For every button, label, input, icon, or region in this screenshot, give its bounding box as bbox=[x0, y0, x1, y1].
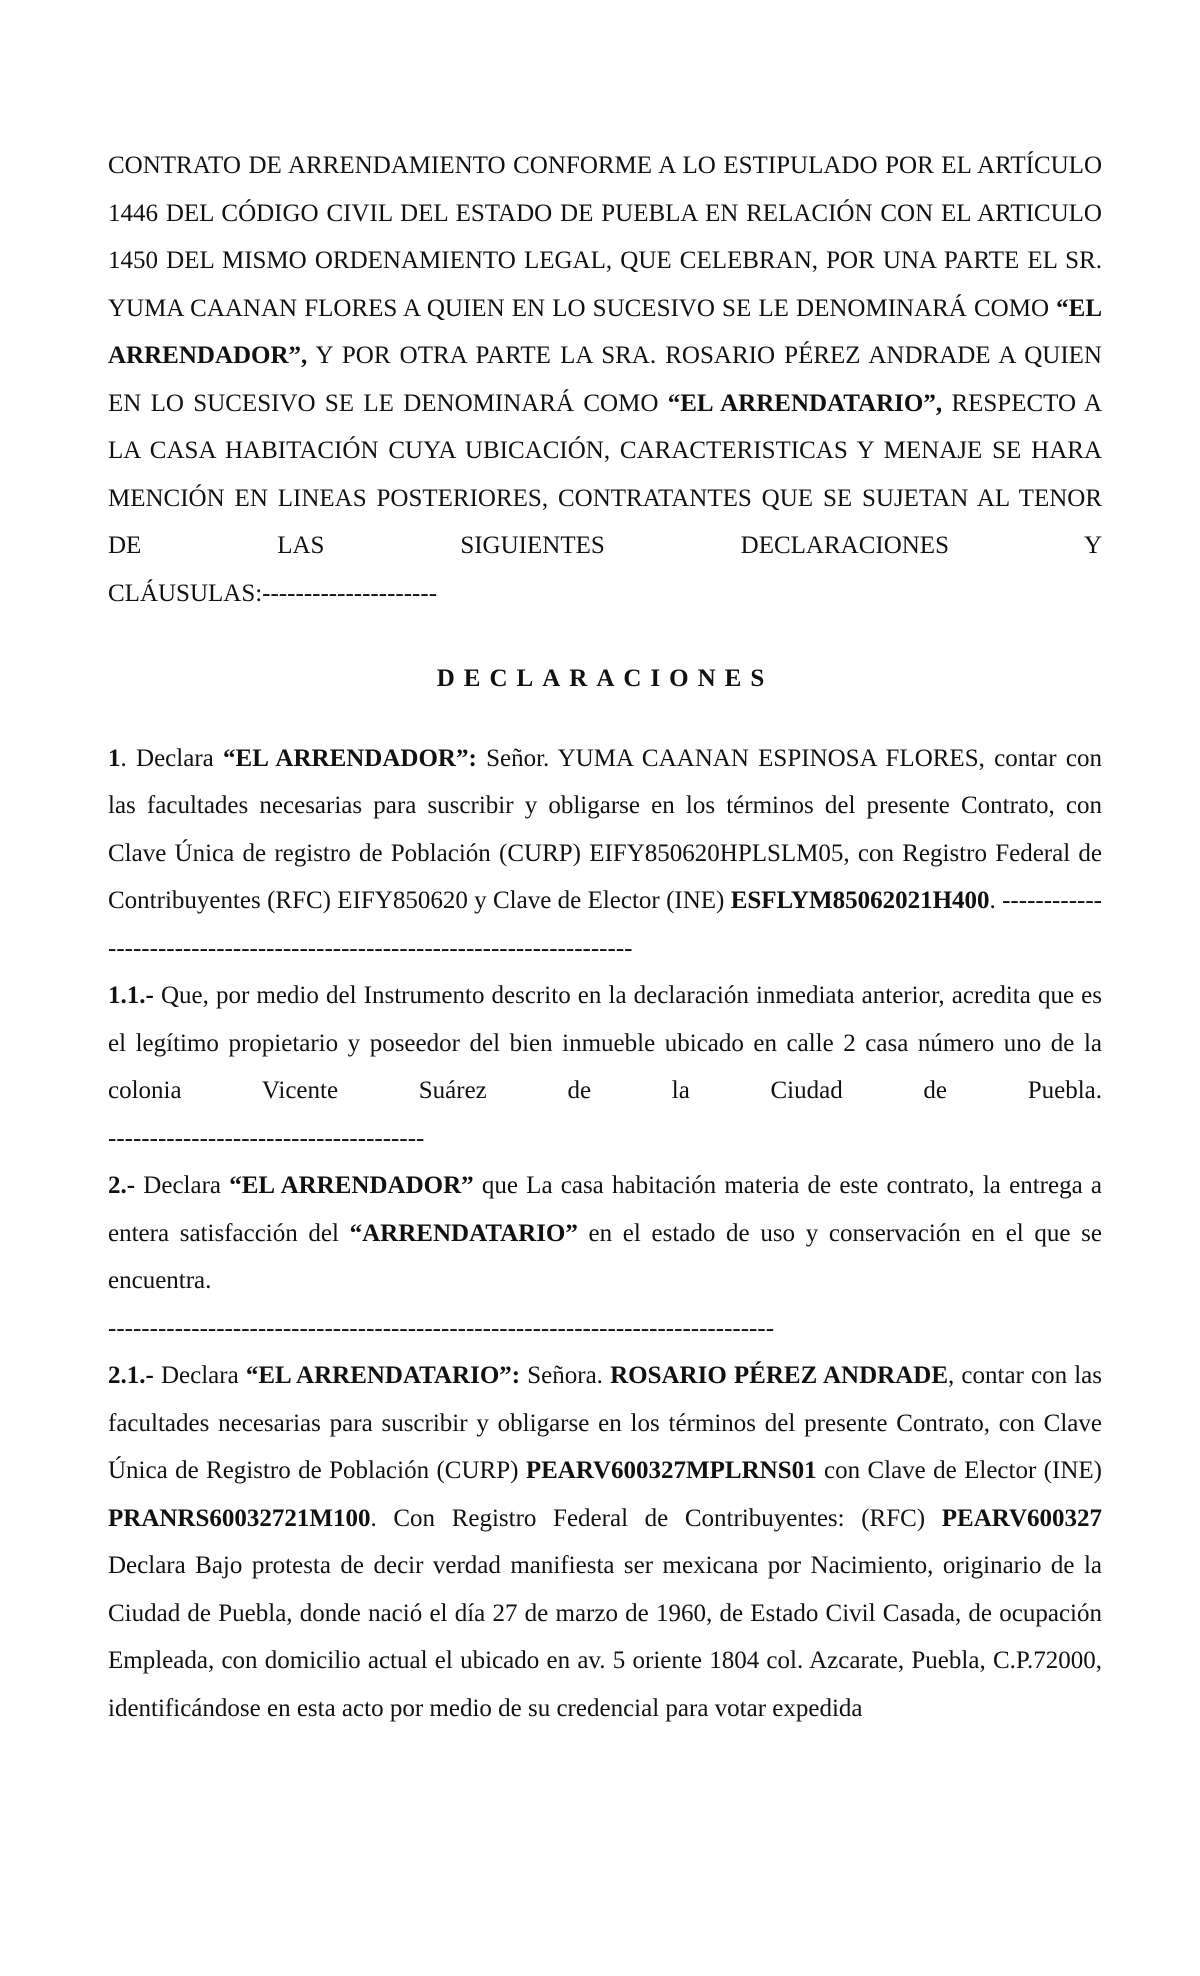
document-body bbox=[108, 142, 1102, 1732]
section-heading: DECLARACIONES bbox=[436, 665, 774, 692]
separator-line: -------------------------------------------------------------------------------- bbox=[108, 1314, 775, 1342]
arrendatario-label: “EL ARRENDATARIO”, bbox=[667, 389, 943, 417]
declaration-1-1: 1.1.- Que, por medio del Instrumento descrito en la declaración inmediata anterior, acredita que es el legítimo propietario y poseedor del bien inmueble ubicado en calle 2 casa número uno de la colonia Vicente Suárez de la Ciudad de Puebla. bbox=[108, 982, 1102, 1104]
ine-key-arrendador: ESFLYM85062021H400 bbox=[730, 887, 990, 914]
ine-key-arrendatario: PRANRS60032721M100 bbox=[108, 1504, 371, 1532]
curp-arrendatario: PEARV600327MPLRNS01 bbox=[525, 1457, 817, 1484]
declaration-1: 1. Declara “EL ARRENDADOR”: Señor. YUMA CAANAN ESPINOSA FLORES, contar con las facultades necesarias para suscribir y obligarse en los términos del presente Contrato, con Clave Única de registro de Población (CURP) EIFY850620HPLSLM05, con Registro Federal de Contribuyentes (RFC) EIFY850620 y Clave de Elector (INE) ESFLYM85062021H400. --------------------------------------------------------------------------- bbox=[108, 744, 1103, 962]
arrendador-label: “EL ARRENDADOR”, bbox=[108, 294, 1102, 369]
intro-end-line: CLÁUSULAS:--------------------- bbox=[108, 579, 438, 607]
intro-paragraph: CONTRATO DE ARRENDAMIENTO CONFORME A LO ESTIPULADO POR EL ARTÍCULO 1446 DEL CÓDIGO CIVIL DEL ESTADO DE PUEBLA EN RELACIÓN CON EL ARTICULO 1450 DEL MISMO ORDENAMIENTO LEGAL, QUE CELEBRAN, POR UNA PARTE EL SR. YUMA CAANAN FLORES A QUIEN EN LO SUCESIVO SE LE DENOMINARÁ COMO “EL ARRENDADOR”, Y POR OTRA PARTE LA SRA. ROSARIO PÉREZ ANDRADE A QUIEN EN LO SUCESIVO SE LE DENOMINARÁ COMO “EL ARRENDATARIO”, RESPECTO A LA CASA HABITACIÓN CUYA UBICACIÓN, CARACTERISTICAS Y MENAJE SE HARA MENCIÓN EN LINEAS POSTERIORES, CONTRATANTES QUE SE SUJETAN AL TENOR DE LAS SIGUIENTES DECLARACIONES Y bbox=[108, 152, 1103, 559]
rfc-arrendatario: PEARV600327 bbox=[941, 1504, 1102, 1532]
declaration-2-1: 2.1.- Declara “EL ARRENDATARIO”: Señora. ROSARIO PÉREZ ANDRADE, contar con las facultades necesarias para suscribir y obligarse en los términos del presente Contrato, con Clave Única de Registro de Población (CURP) PEARV600327MPLRNS01 con Clave de Elector (INE) PRANRS60032721M100. Con Registro Federal de Contribuyentes: (RFC) PEARV600327 Declara Bajo protesta de decir verdad manifiesta ser mexicana por Nacimiento, originario de la Ciudad de Puebla, donde nació el día 27 de marzo de 1960, de Estado Civil Casada, de ocupación Empleada, con domicilio actual el ubicado en av. 5 oriente 1804 col. Azcarate, Puebla, C.P.72000, identificándose en esta acto por medio de su credencial para votar expedida bbox=[108, 1362, 1102, 1722]
declaration-2: 2.- Declara “EL ARRENDADOR” que La casa habitación materia de este contrato, la entrega a entera satisfacción del “ARRENDATARIO” en el estado de uso y conservación en el que se encuentra. bbox=[108, 1172, 1103, 1294]
separator-line: -------------------------------------- bbox=[108, 1124, 425, 1152]
